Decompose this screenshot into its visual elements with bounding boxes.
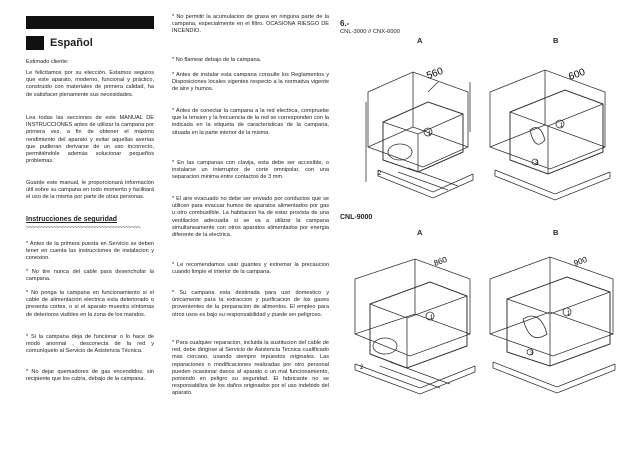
callout-number: 1 bbox=[567, 311, 571, 317]
paragraph-keep: Guarde este manual, le proporcionará información útil sobre su campana en todo momento y facilitará el uso de la misma por parte de otras personas. bbox=[26, 180, 154, 201]
dimension-label: 560 bbox=[425, 65, 445, 82]
safety-underline: ~~~~~~~~~~~~~~~~~~~~~~~~~~~~~~~~~~~~~~ bbox=[26, 225, 141, 231]
greeting: Estimado cliente: bbox=[26, 59, 69, 65]
safety-item: * No tire nunca del cable para desenchufar la campana. bbox=[26, 269, 154, 283]
callout-number: 3 bbox=[535, 161, 539, 167]
safety-item: * Le recomendamos usar guantes y extremar la precaucion cuando limpie el interior de la campana. bbox=[172, 262, 329, 276]
safety-item: * Antes de instalar esta campana consulte los Reglamentos y Disposiciones locales vigentes respecto a la normativa vigente de aire y humos. bbox=[172, 72, 329, 93]
safety-item: * Para cualquier reparacion, incluida la sustitucion del cable de red, debe dirigirse al Servicio de Asistencia Tecnica cualificado mas cercano, usando siempre repuestos originales. Las reparaciones o modificaciones realizadas por otro personal pueden ocasionar danos al aparato o un mal funcionamiento, poniendo en peligro su seguridad. El fabricante no se responsabiliza de los daños originados por el uso indebido del aparato. bbox=[172, 340, 329, 397]
callout-number: 2 bbox=[360, 365, 364, 371]
language-marker bbox=[26, 36, 44, 50]
safety-item: * El aire evacuado no debe ser enviado por conductos que se utilicen para evacuar humos de aparatos alimentados por gas u otro combustible. La habitacion ha de estar provista de una ventilacion adecuada si se va a utilizar la campana simultaneamente con otros aparatos alimentados por energia diferente de la electrica. bbox=[172, 196, 329, 239]
safety-item: * No permitir la acumulacion de grasa en ninguna parte de la campana, especialmente en el filtro. OCASIONA RIESGO DE INCENDIO. bbox=[172, 14, 329, 35]
hood-diagram-a-large bbox=[345, 244, 480, 399]
safety-item: * Su campana esta destinada para uso domestico y únicamente para la extraccion y purificacion de los gases provenientes de la preparacion de alimentos. El empleo para otros usos es bajo su responsabilidad y puede ser peligroso. bbox=[172, 290, 329, 318]
language-heading bbox=[26, 36, 93, 50]
figure-label-a2: A bbox=[417, 228, 423, 237]
hood-diagram-b bbox=[485, 52, 615, 207]
safety-item: * Antes de conectar la campana a la red electrica, compruebe que la tension y la frecuencia de la red se corresponden con la indicada en la etiqueta de caracteristicas de la campana, situada en la parte interior de la misma. bbox=[172, 108, 329, 136]
figure-label-b2: B bbox=[553, 228, 559, 237]
safety-item: * En las campanas con clavija, esta debe ser accesible, o instalarse un interruptor de corte omnipolar, con una separacion minima entre contactos de 3 mm. bbox=[172, 160, 329, 181]
callout-number: 2 bbox=[378, 171, 382, 177]
callout-number: 1 bbox=[430, 315, 434, 321]
callout-number: 1 bbox=[560, 123, 564, 129]
figure-label-b: B bbox=[553, 36, 559, 45]
safety-item: * No dejar quemadores de gas encendidos, sin recipiente que los cubra, debajo de la campana. bbox=[26, 369, 154, 383]
model-list-1: CNL-3000 // CNX-6000 bbox=[340, 29, 400, 35]
language-title: Español bbox=[50, 37, 93, 49]
safety-item: * No ponga la campana en funcionamiento si el cable de alimentación electrica esta deteriorado o presenta cortes, o si el aparato muestra síntomas de deterioros visibles en la zona de los mandos. bbox=[26, 290, 154, 318]
callout-number: 3 bbox=[530, 351, 534, 357]
safety-title: Instrucciones de seguridad bbox=[26, 216, 118, 223]
paragraph-intro: Le felicitamos por su elección. Estamos seguros que este aparato, moderno, funcional y práctico, construido con materiales de primera calidad, ha de satisfacer plenamente sus necesidades. bbox=[26, 70, 154, 98]
section-number: 6.- bbox=[340, 19, 350, 28]
header-bar bbox=[26, 16, 154, 29]
safety-item: * No flamear debajo de la campana. bbox=[172, 57, 262, 63]
callout-number: 1 bbox=[428, 131, 432, 137]
dimension-label: 900 bbox=[572, 254, 589, 268]
dimension-label: 860 bbox=[432, 254, 449, 268]
safety-item: * Antes de la primera puesta en Servicio se deben tener en cuenta las instrucciones de instalacion y conexion. bbox=[26, 241, 154, 262]
hood-diagram-a bbox=[358, 52, 478, 207]
model-list-2: CNL-9000 bbox=[340, 214, 373, 221]
safety-item: * Si la campana deja de funcionar o lo hace de modo anormal , desconecta de la red y comuníquelo al Servicio de Asistencia Técnica. bbox=[26, 334, 154, 355]
hood-diagram-b-large bbox=[485, 244, 620, 399]
dimension-label: 600 bbox=[567, 66, 587, 83]
figure-label-a: A bbox=[417, 36, 423, 45]
paragraph-manual: Lea todas las secciones de este MANUAL DE INSTRUCCIONES antes de utilizar la campana por primera vez, a fin de obtener el máximo rendimiento del aparato y evitar aquellas averías que pudieran derivarse de un uso incorrecto, permitiéndole además solucionar pequeños problemas. bbox=[26, 115, 154, 165]
